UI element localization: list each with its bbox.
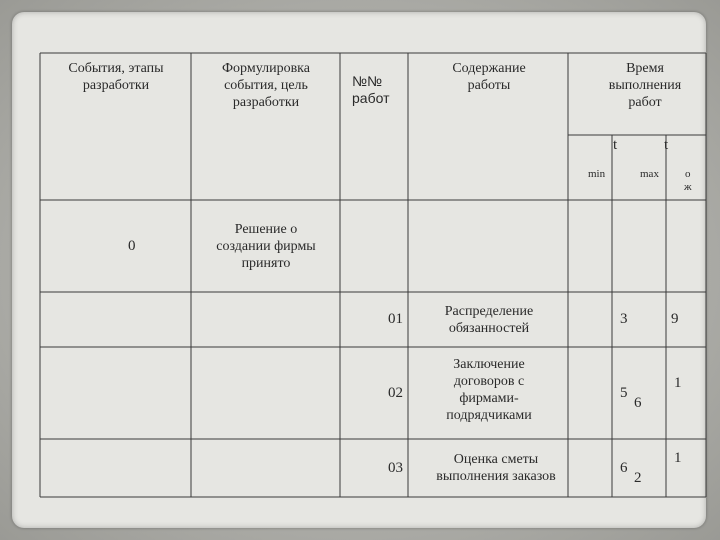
row-1-number: 01 <box>388 311 403 327</box>
header-t-min: min <box>588 168 606 180</box>
header-formulation <box>193 60 339 111</box>
header-time <box>590 60 700 111</box>
header-work-number <box>352 73 389 107</box>
row-1-content-line-1: Распределение <box>444 304 534 319</box>
row-2-texp: 1 <box>674 375 682 391</box>
row-2-content-line-3: фирмами- <box>459 391 519 406</box>
row-2-tmax: 6 <box>634 395 642 411</box>
header-time-line-1: Время <box>626 61 664 76</box>
row-3-number: 03 <box>388 460 403 476</box>
row-3-tmax: 2 <box>634 470 642 486</box>
row-2-tmin: 5 <box>620 385 628 401</box>
header-formulation-line-2: события, цель <box>224 78 308 93</box>
header-events <box>42 60 190 94</box>
header-t-exp-line-1: о <box>685 168 691 180</box>
header-content <box>410 60 568 94</box>
row-2-content <box>410 356 568 424</box>
row-3-content-line-2: выполнения заказов <box>436 469 556 484</box>
row-0-formulation-line-2: создании фирмы <box>216 239 316 254</box>
row-1-content <box>410 303 568 337</box>
header-t-min-symbol: t <box>613 137 618 153</box>
row-2-number: 02 <box>388 385 403 401</box>
row-2-content-line-1: Заключение <box>453 357 525 372</box>
header-events-line-1: События, этапы <box>68 61 164 76</box>
header-events-line-2: разработки <box>82 78 150 93</box>
row-3-content-line-1: Оценка сметы <box>453 452 539 467</box>
header-time-line-2: выполнения <box>608 78 682 93</box>
row-3-texp: 1 <box>674 450 682 466</box>
header-t-exp-line-2: ж <box>684 181 692 193</box>
header-content-line-1: Содержание <box>452 61 526 76</box>
header-t-max: max <box>640 168 659 180</box>
header-work-number-line-1: №№ <box>352 73 383 89</box>
row-0-formulation-line-3: принято <box>241 256 291 271</box>
header-formulation-line-1: Формулировка <box>222 61 310 76</box>
row-2-content-line-4: подрядчиками <box>446 408 532 423</box>
row-1-content-line-2: обязанностей <box>448 321 530 336</box>
row-3-tmin: 6 <box>620 460 628 476</box>
row-0-formulation <box>193 221 339 272</box>
header-t-max-symbol: t <box>664 137 669 153</box>
header-formulation-line-3: разработки <box>232 95 300 110</box>
header-time-line-3: работ <box>628 95 662 110</box>
row-1-tmax: 9 <box>671 311 679 327</box>
header-content-line-2: работы <box>467 78 511 93</box>
row-2-content-line-2: договоров с <box>453 374 525 389</box>
header-work-number-line-2: работ <box>352 90 390 106</box>
row-0-event: 0 <box>128 238 136 254</box>
row-0-formulation-line-1: Решение о <box>234 222 298 237</box>
header-t-exp <box>684 168 692 194</box>
row-3-content <box>410 451 582 485</box>
row-1-tmin: 3 <box>620 311 628 327</box>
